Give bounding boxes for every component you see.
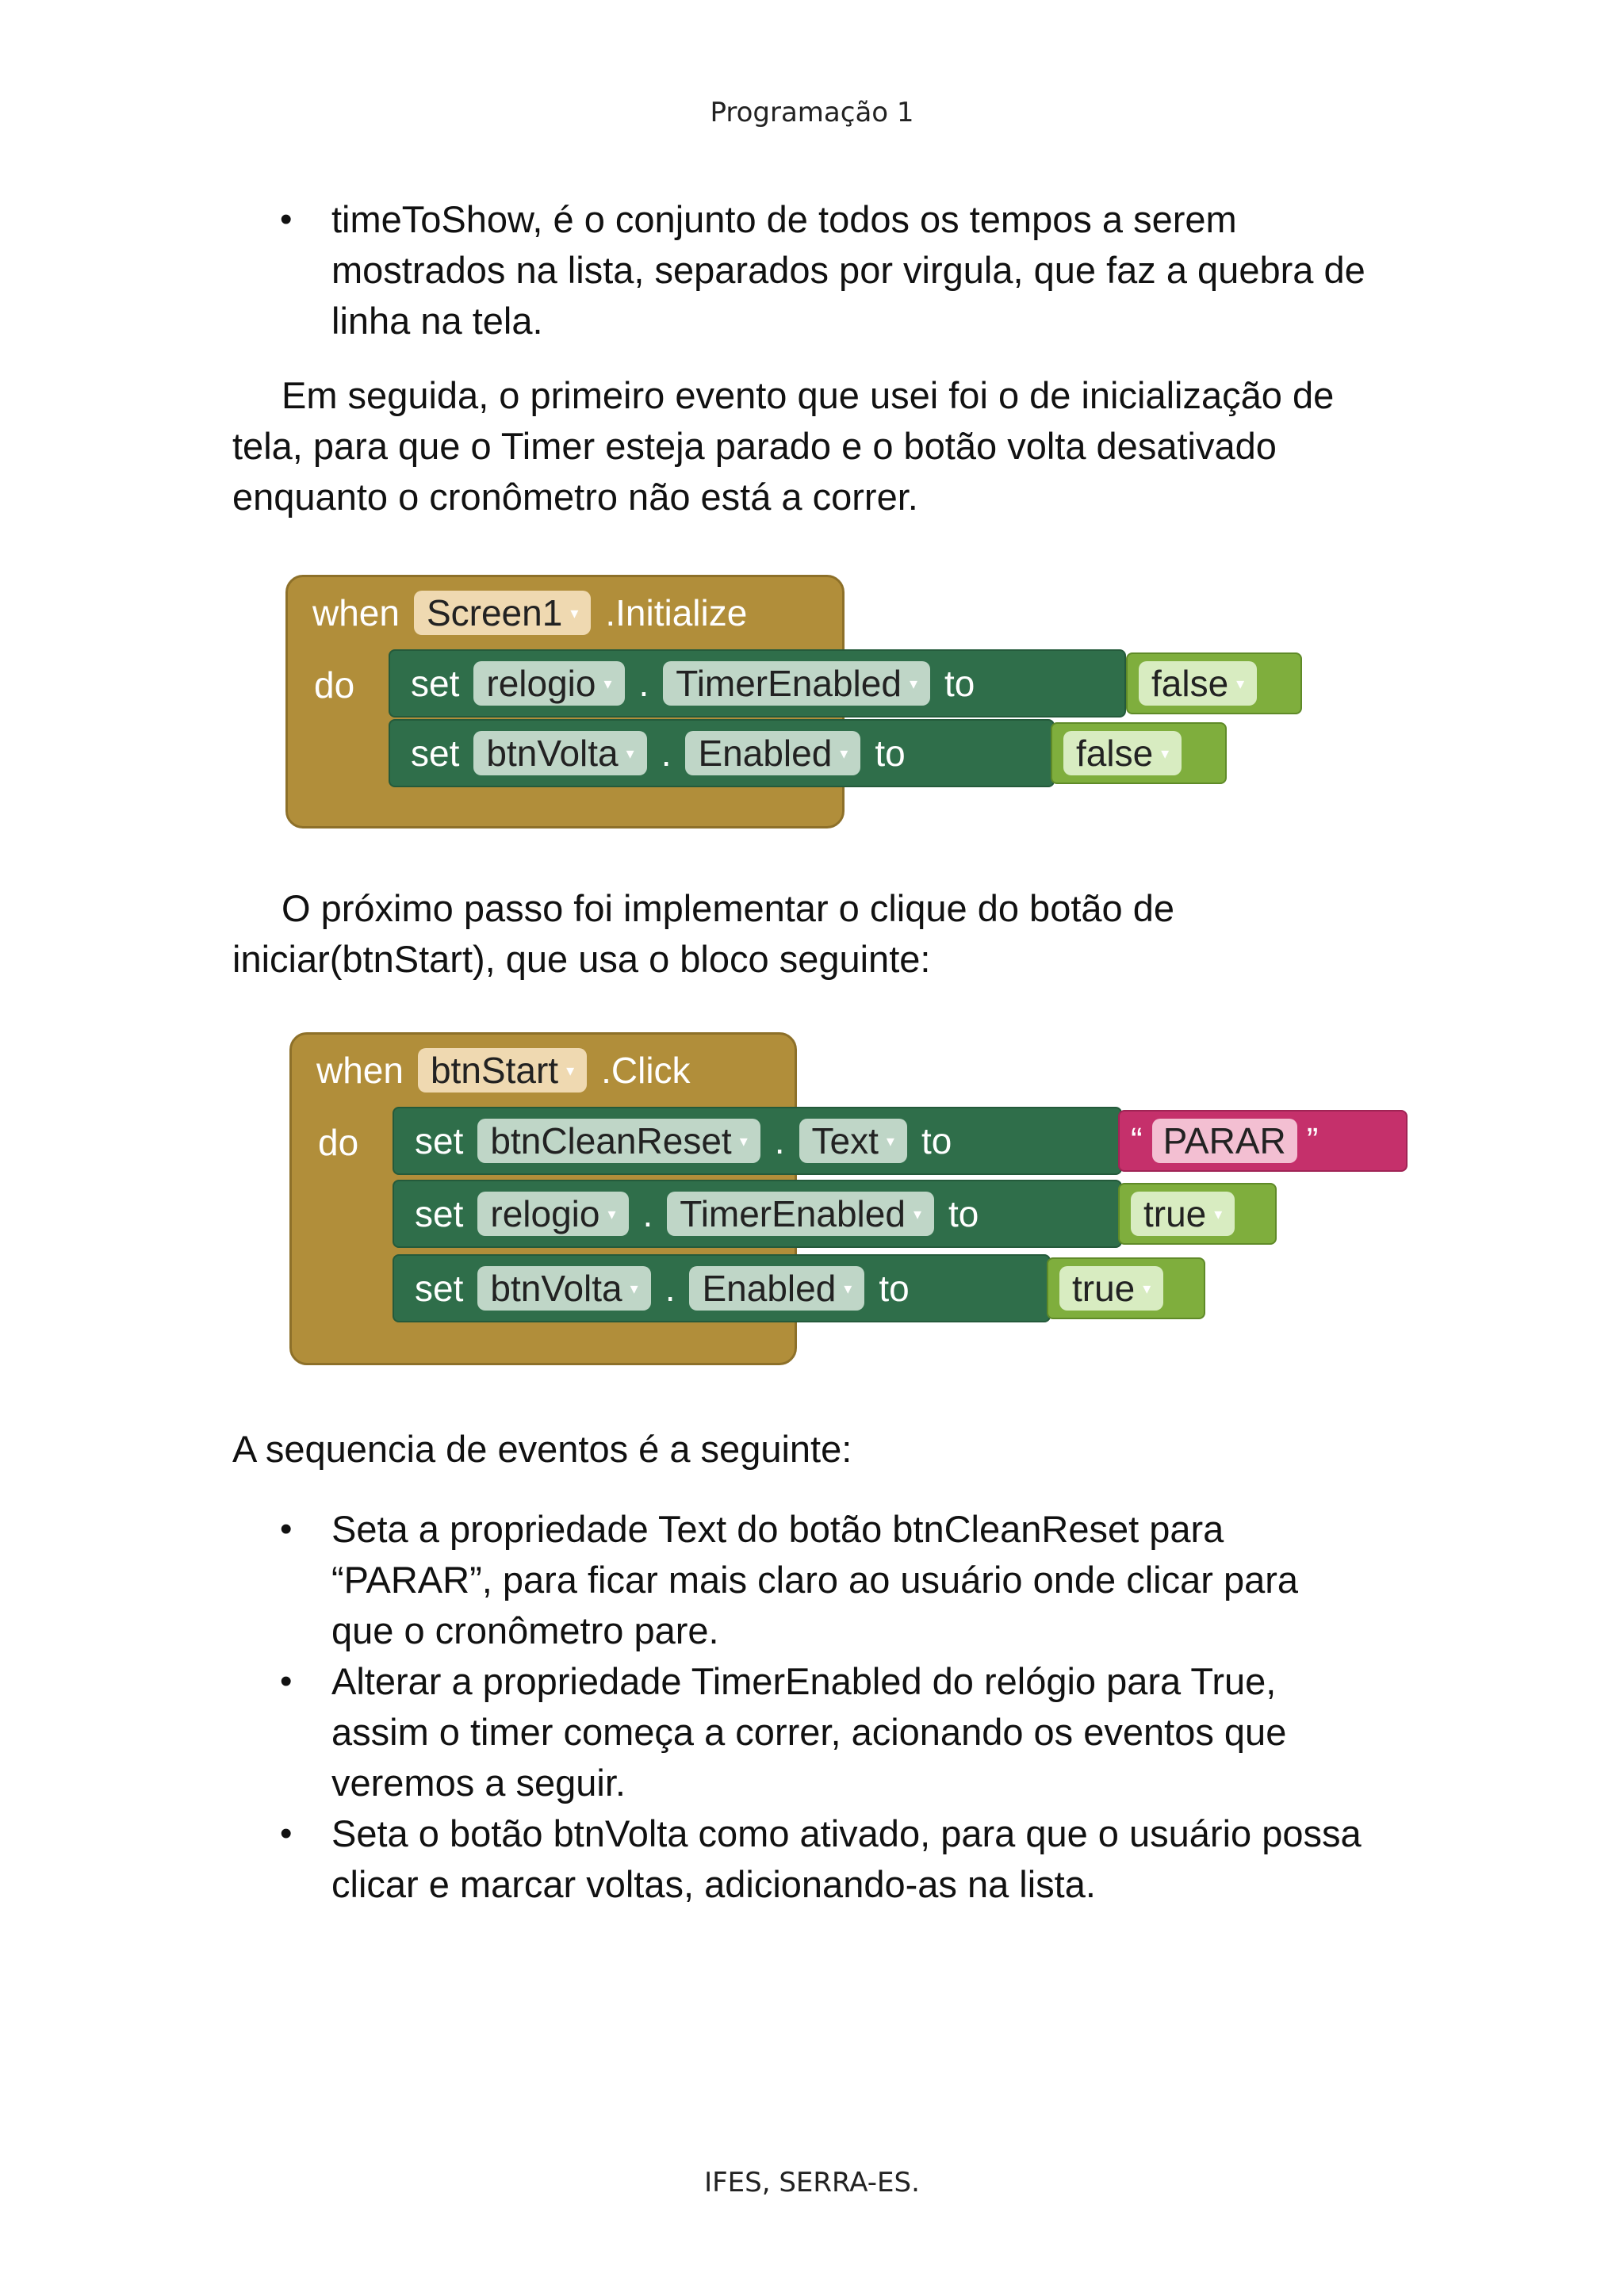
to-label: to [879, 1268, 910, 1309]
dropdown-value: false [1076, 733, 1154, 774]
paragraph-line: Em seguida, o primeiro evento que usei foi o de inicialização de [282, 374, 1335, 416]
logic-dropdown[interactable] [1063, 731, 1182, 775]
page-header: Programação 1 [710, 97, 914, 128]
set-row [389, 719, 1055, 787]
chevron-down-icon: ▾ [1143, 1280, 1151, 1298]
bullet-icon: • [280, 200, 293, 239]
dropdown-value: true [1072, 1268, 1136, 1309]
component-dropdown[interactable] [477, 1192, 628, 1236]
logic-value-block [1118, 1183, 1277, 1245]
to-label: to [921, 1120, 952, 1161]
paragraph-intro [232, 370, 1422, 522]
event-header [316, 1048, 691, 1093]
to-label: to [948, 1193, 979, 1234]
chevron-down-icon: ▾ [909, 675, 917, 693]
bullet-line: Alterar a propriedade TimerEnabled do relógio para True, [331, 1660, 1277, 1702]
bullet-item [232, 194, 1422, 346]
to-label: to [944, 663, 975, 704]
dot-separator: . [665, 1268, 676, 1309]
do-label: do [318, 1122, 359, 1163]
block-btnstart-click [289, 1032, 1415, 1365]
chevron-down-icon: ▾ [566, 1062, 575, 1080]
bullet-line: timeToShow, é o conjunto de todos os tempos a serem [331, 198, 1237, 240]
block-screen-initialize [285, 575, 1308, 828]
set-row [389, 649, 1126, 718]
dropdown-value: TimerEnabled [680, 1193, 906, 1234]
bullet-list-top [232, 194, 1422, 346]
bullet-item [232, 1504, 1422, 1656]
bullet-icon: • [280, 1510, 293, 1548]
event-name: .Initialize [605, 592, 748, 633]
property-dropdown[interactable] [689, 1266, 864, 1311]
component-dropdown[interactable] [473, 731, 646, 775]
dropdown-value: btnVolta [490, 1268, 622, 1309]
dropdown-value: Text [811, 1120, 879, 1161]
dot-separator: . [638, 663, 649, 704]
property-dropdown[interactable] [799, 1119, 907, 1163]
when-label: when [312, 592, 400, 633]
chevron-down-icon: ▾ [739, 1132, 748, 1150]
paragraph-line: tela, para que o Timer esteja parado e o botão volta desativado [232, 425, 1277, 467]
component-dropdown[interactable] [477, 1266, 650, 1311]
event-name: .Click [601, 1050, 691, 1091]
dropdown-value: Enabled [698, 733, 833, 774]
text-field[interactable] [1152, 1119, 1297, 1163]
property-dropdown[interactable] [663, 661, 930, 706]
when-label: when [316, 1050, 404, 1091]
bullet-item [232, 1656, 1422, 1808]
bullet-list-bottom [232, 1504, 1422, 1910]
chevron-down-icon: ▾ [570, 604, 579, 622]
bullet-item [232, 1808, 1422, 1910]
bullet-line: “PARAR”, para ficar mais claro ao usuário onde clicar para [331, 1559, 1299, 1601]
chevron-down-icon: ▾ [1161, 744, 1170, 763]
property-dropdown[interactable] [667, 1192, 934, 1236]
bullet-line: Seta o botão btnVolta como ativado, para que o usuário possa [331, 1812, 1362, 1854]
dropdown-value: relogio [490, 1193, 600, 1234]
dropdown-value: relogio [486, 663, 596, 704]
set-row [393, 1107, 1122, 1175]
set-label: set [415, 1120, 464, 1161]
bullet-line: assim o timer começa a correr, acionando os eventos que [331, 1711, 1287, 1753]
bullet-line: Seta a propriedade Text do botão btnCleanReset para [331, 1508, 1224, 1550]
dropdown-value: btnVolta [486, 733, 619, 774]
do-label: do [314, 664, 355, 706]
chevron-down-icon: ▾ [913, 1205, 921, 1223]
component-dropdown[interactable] [473, 661, 624, 706]
logic-dropdown[interactable] [1131, 1192, 1235, 1236]
set-label: set [415, 1193, 464, 1234]
chevron-down-icon: ▾ [607, 1205, 616, 1223]
bullet-line: veremos a seguir. [331, 1762, 626, 1804]
chevron-down-icon: ▾ [603, 675, 612, 693]
dot-separator: . [642, 1193, 653, 1234]
bullet-icon: • [280, 1662, 293, 1701]
bullet-line: mostrados na lista, separados por virgula, que faz a quebra de [331, 249, 1365, 291]
quote-close: ” [1306, 1121, 1319, 1160]
component-dropdown[interactable] [414, 591, 591, 635]
logic-value-block [1051, 722, 1227, 784]
bullet-line: que o cronômetro pare. [331, 1609, 719, 1651]
text-value: PARAR [1162, 1120, 1286, 1161]
dot-separator: . [661, 733, 672, 774]
page-footer: IFES, SERRA-ES. [704, 2167, 920, 2198]
chevron-down-icon: ▾ [1214, 1205, 1223, 1223]
set-label: set [411, 733, 460, 774]
dropdown-value: false [1151, 663, 1229, 704]
logic-value-block [1047, 1257, 1205, 1319]
dropdown-value: btnCleanReset [490, 1120, 732, 1161]
logic-value-block [1126, 652, 1302, 714]
paragraph-line: O próximo passo foi implementar o clique do botão de [282, 887, 1175, 929]
component-dropdown[interactable] [418, 1048, 587, 1093]
paragraph-line: enquanto o cronômetro não está a correr. [232, 476, 918, 518]
dropdown-value: btnStart [430, 1050, 559, 1091]
paragraph-line: iniciar(btnStart), que usa o bloco seguinte: [232, 938, 931, 980]
quote-open: “ [1131, 1121, 1143, 1160]
text-value-block [1118, 1110, 1408, 1172]
dropdown-value: Screen1 [426, 592, 563, 633]
logic-dropdown[interactable] [1059, 1266, 1163, 1311]
set-label: set [415, 1268, 464, 1309]
chevron-down-icon: ▾ [844, 1280, 852, 1298]
dropdown-value: Enabled [702, 1268, 837, 1309]
bullet-icon: • [280, 1814, 293, 1853]
paragraph-next-step [232, 883, 1422, 985]
set-row [393, 1254, 1051, 1322]
dropdown-value: TimerEnabled [676, 663, 902, 704]
dropdown-value: true [1143, 1193, 1207, 1234]
logic-dropdown[interactable] [1139, 661, 1257, 706]
chevron-down-icon: ▾ [1236, 675, 1245, 693]
chevron-down-icon: ▾ [630, 1280, 638, 1298]
paragraph-line: A sequencia de eventos é a seguinte: [232, 1428, 852, 1470]
event-header [312, 591, 747, 635]
bullet-line: clicar e marcar voltas, adicionando-as na lista. [331, 1863, 1096, 1905]
set-label: set [411, 663, 460, 704]
paragraph-sequence [232, 1424, 1422, 1475]
property-dropdown[interactable] [685, 731, 860, 775]
dot-separator: . [774, 1120, 785, 1161]
to-label: to [875, 733, 906, 774]
chevron-down-icon: ▾ [886, 1132, 894, 1150]
component-dropdown[interactable] [477, 1119, 760, 1163]
set-row [393, 1180, 1122, 1248]
chevron-down-icon: ▾ [626, 744, 634, 763]
chevron-down-icon: ▾ [840, 744, 848, 763]
bullet-line: linha na tela. [331, 300, 543, 342]
